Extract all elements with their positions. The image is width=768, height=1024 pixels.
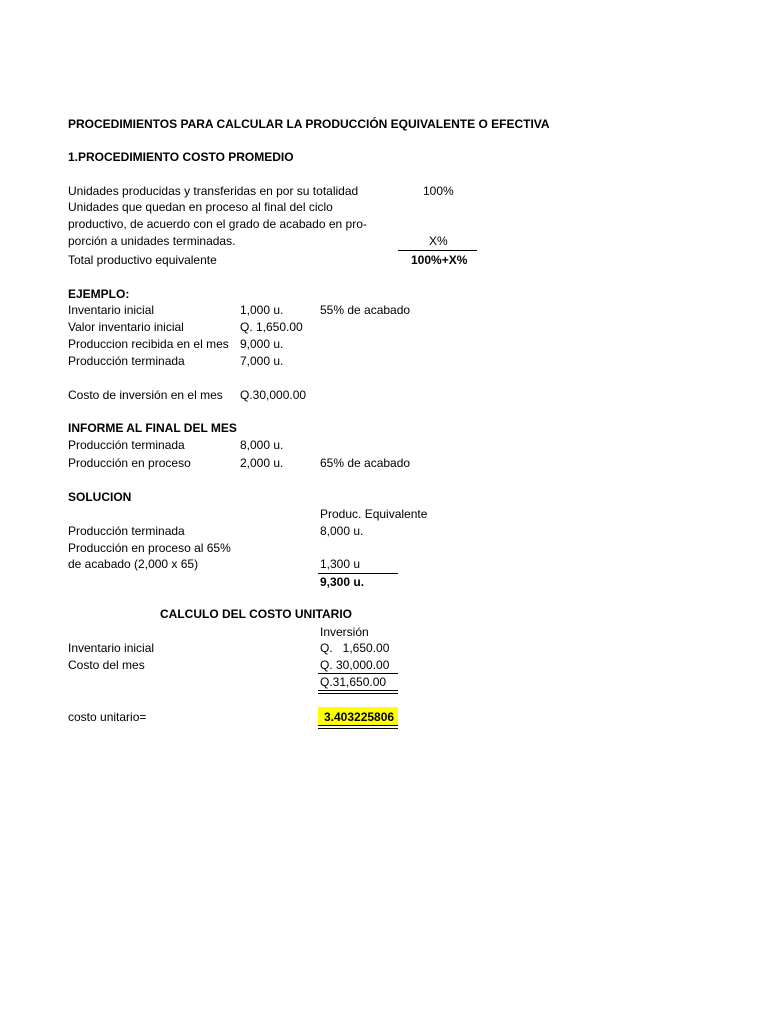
costo-row-label: Inventario inicial <box>68 641 155 655</box>
total-double-rule <box>318 690 398 694</box>
ejemplo-row-label: Produccion recibida en el mes <box>68 337 229 351</box>
costo-row-value: Q. 30,000.00 <box>320 658 390 672</box>
column-header-produc-equivalente: Produc. Equivalente <box>320 507 428 521</box>
ejemplo-row-label: Inventario inicial <box>68 303 155 317</box>
costo-unitario-label: costo unitario= <box>68 710 147 724</box>
solucion-total-value: 9,300 u. <box>320 575 365 589</box>
description-line: Unidades que quedan en proceso al final del ciclo <box>68 200 333 214</box>
page-title: PROCEDIMIENTOS PARA CALCULAR LA PRODUCCIÓN EQUIVALENTE O EFECTIVA <box>68 117 550 131</box>
ejemplo-row-value: 7,000 u. <box>240 354 284 368</box>
subtotal-rule <box>318 573 398 574</box>
costo-inversion-label: Costo de inversión en el mes <box>68 388 223 402</box>
costo-row-label: Costo del mes <box>68 658 145 672</box>
description-line: porción a unidades terminadas. <box>68 234 236 248</box>
informe-row-note: 65% de acabado <box>320 456 411 470</box>
section-heading-costo-promedio: 1.PROCEDIMIENTO COSTO PROMEDIO <box>68 150 294 164</box>
ejemplo-row-note: 55% de acabado <box>320 303 411 317</box>
ejemplo-row-value: 9,000 u. <box>240 337 284 351</box>
costo-total-value: Q.31,650.00 <box>320 675 387 689</box>
subtotal-rule <box>398 250 477 251</box>
ejemplo-row-value: Q. 1,650.00 <box>240 320 303 334</box>
costo-unitario-value: 3.403225806 <box>324 710 395 724</box>
costo-inversion-value: Q.30,000.00 <box>240 388 307 402</box>
description-line: Unidades producidas y transferidas en por su totalidad <box>68 184 359 198</box>
solucion-proceso-label: de acabado (2,000 x 65) <box>68 557 199 571</box>
informe-row-label: Producción terminada <box>68 438 185 452</box>
result-double-rule <box>318 725 398 729</box>
solucion-terminada-label: Producción terminada <box>68 524 185 538</box>
informe-row-value: 8,000 u. <box>240 438 284 452</box>
subtotal-rule <box>318 673 398 674</box>
description-line: productivo, de acuerdo con el grado de acabado en pro- <box>68 217 367 231</box>
costo-row-value: Q. 1,650.00 <box>320 641 390 655</box>
ejemplo-row-label: Valor inventario inicial <box>68 320 184 334</box>
informe-row-label: Producción en proceso <box>68 456 191 470</box>
section-heading-ejemplo: EJEMPLO: <box>68 287 130 301</box>
ejemplo-row-value: 1,000 u. <box>240 303 284 317</box>
section-heading-informe: INFORME AL FINAL DEL MES <box>68 421 237 435</box>
value-100-percent: 100% <box>423 184 454 198</box>
informe-row-value: 2,000 u. <box>240 456 284 470</box>
column-header-inversion: Inversión <box>320 625 369 639</box>
solucion-proceso-label: Producción en proceso al 65% <box>68 541 231 555</box>
solucion-proceso-value: 1,300 u <box>320 557 361 571</box>
total-label: Total productivo equivalente <box>68 253 217 267</box>
ejemplo-row-label: Producción terminada <box>68 354 185 368</box>
section-heading-solucion: SOLUCION <box>68 490 132 504</box>
solucion-terminada-value: 8,000 u. <box>320 524 364 538</box>
section-heading-costo-unitario: CALCULO DEL COSTO UNITARIO <box>160 607 352 621</box>
total-value: 100%+X% <box>411 253 468 267</box>
value-x-percent: X% <box>429 234 448 248</box>
